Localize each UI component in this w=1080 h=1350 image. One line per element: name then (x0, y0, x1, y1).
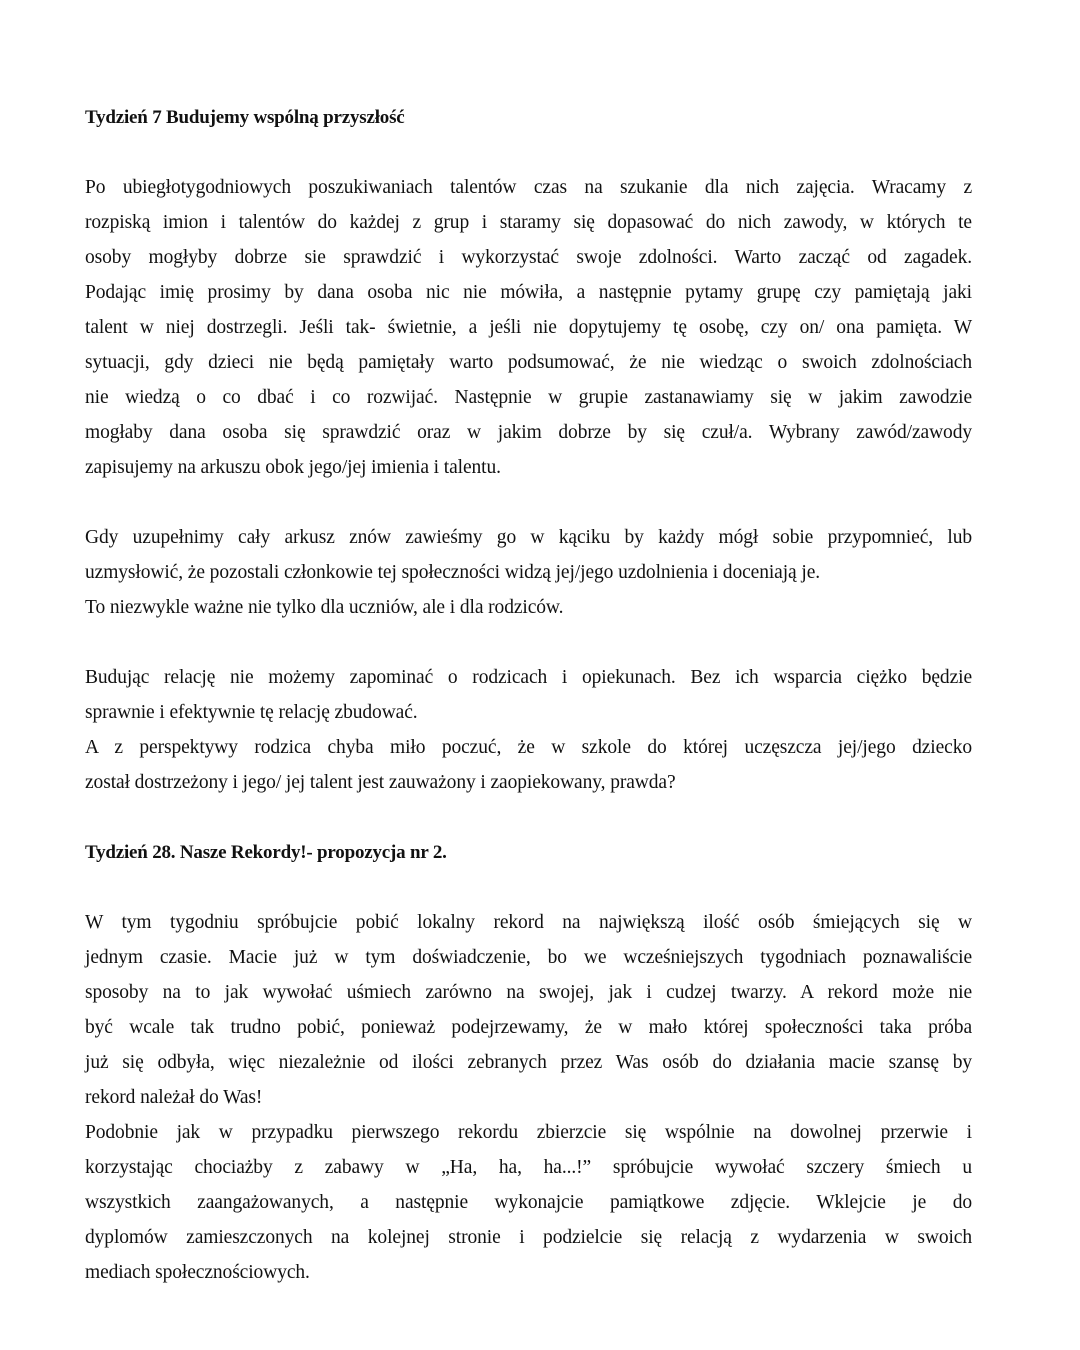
text-line: sprawnie i efektywnie tę relację zbudować. (85, 702, 418, 723)
paragraph-parents (85, 660, 972, 800)
paragraph-talents-to-professions (85, 170, 972, 485)
text-line: już się odbyła, więc niezależnie od ilości zebranych przez Was osób do działania macie szansę by (85, 1052, 972, 1073)
text-line: W tym tygodniu spróbujcie pobić lokalny rekord na największą ilość osób śmiejących się w (85, 912, 972, 933)
text-line: talent w niej dostrzegli. Jeśli tak- świetnie, a jeśli nie dopytujemy tę osobę, czy on/ ona pamięta. W (85, 317, 972, 338)
text-line: osoby mogłyby dobrze sie sprawdzić i wykorzystać swoje zdolności. Warto zacząć od zagadek. (85, 247, 972, 268)
text-line: Gdy uzupełnimy cały arkusz znów zawieśmy go w kąciku by każdy mógł sobie przypomnieć, lub (85, 527, 972, 548)
text-line: sytuacji, gdy dzieci nie będą pamiętały warto podsumować, że nie wiedząc o swoich zdolnościach (85, 352, 972, 373)
paragraph-hang-sheet (85, 520, 972, 625)
text-line: wszystkich zaangażowanych, a następnie wykonajcie pamiątkowe zdjęcie. Wklejcie je do (85, 1192, 972, 1213)
text-line: Podając imię prosimy by dana osoba nic nie mówiła, a następnie pytamy grupę czy pamiętają jaki (85, 282, 972, 303)
text-line: korzystając chociażby z zabawy w „Ha, ha, ha...!” spróbujcie wywołać szczery śmiech u (85, 1157, 972, 1178)
text-line: mediach społecznościowych. (85, 1262, 310, 1283)
text-line: rozpiską imion i talentów do każdej z grup i staramy się dopasować do nich zawody, w których te (85, 212, 972, 233)
document-page (85, 100, 972, 1290)
text-line: jednym czasie. Macie już w tym doświadczenie, bo we wcześniejszych tygodniach poznawaliście (85, 947, 972, 968)
section-heading-week-7: Tydzień 7 Budujemy wspólną przyszłość (85, 107, 405, 128)
text-line: sposoby na to jak wywołać uśmiech zarówno na swojej, jak i cudzej twarzy. A rekord może nie (85, 982, 972, 1003)
text-line: A z perspektywy rodzica chyba miło poczuć, że w szkole do której uczęszcza jej/jego dziecko (85, 737, 972, 758)
text-line: rekord należał do Was! (85, 1087, 263, 1108)
text-line: zapisujemy na arkuszu obok jego/jej imienia i talentu. (85, 457, 501, 478)
text-line: Podobnie jak w przypadku pierwszego rekordu zbierzcie się wspólnie na dowolnej przerwie i (85, 1122, 972, 1143)
text-line: dyplomów zamieszczonych na kolejnej stronie i podzielcie się relacją z wydarzenia w swoich (85, 1227, 972, 1248)
text-line: został dostrzeżony i jego/ jej talent jest zauważony i zaopiekowany, prawda? (85, 772, 676, 793)
text-line: Budując relację nie możemy zapominać o rodzicach i opiekunach. Bez ich wsparcia ciężko będzie (85, 667, 972, 688)
text-line: nie wiedzą o co dbać i co rozwijać. Następnie w grupie zastanawiamy się w jakim zawodzie (85, 387, 972, 408)
text-line: być wcale tak trudno pobić, ponieważ podejrzewamy, że w mało której społeczności taka próba (85, 1017, 972, 1038)
text-line: Po ubiegłotygodniowych poszukiwaniach talentów czas na szukanie dla nich zajęcia. Wracamy z (85, 177, 972, 198)
paragraph-laughing-record (85, 905, 972, 1290)
text-line: To niezwykle ważne nie tylko dla uczniów, ale i dla rodziców. (85, 597, 564, 618)
text-line: mogłaby dana osoba się sprawdzić oraz w jakim dobrze by się czuł/a. Wybrany zawód/zawody (85, 422, 972, 443)
section-heading-week-28: Tydzień 28. Nasze Rekordy!- propozycja nr 2. (85, 842, 447, 863)
text-line: uzmysłowić, że pozostali członkowie tej społeczności widzą jej/jego uzdolnienia i doceniają je. (85, 562, 821, 583)
